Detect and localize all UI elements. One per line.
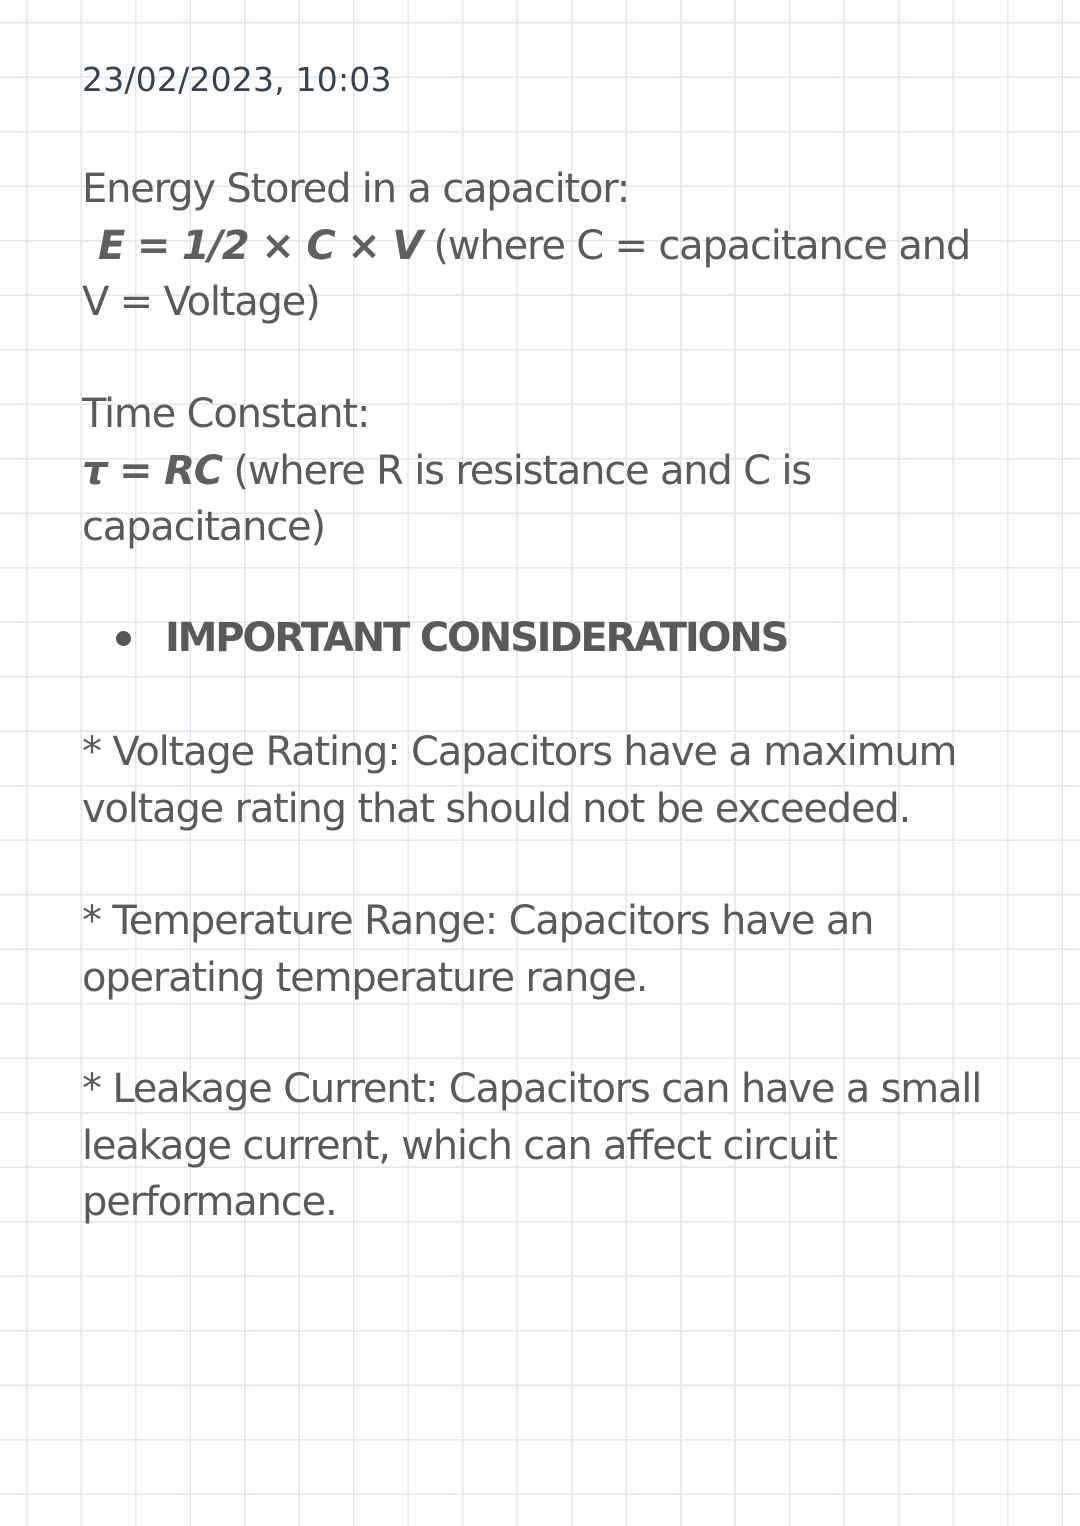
energy-explanation: (where C = capacitance and V = Voltage) xyxy=(82,222,971,325)
energy-heading: Energy Stored in a capacitor: xyxy=(82,166,630,212)
bullet-heading: IMPORTANT CONSIDERATIONS xyxy=(165,615,788,661)
time-constant-section xyxy=(82,386,982,556)
time-constant-formula-line xyxy=(82,443,982,556)
consideration-leakage-current: * Leakage Current: Capacitors can have a small leakage current, which can affect circuit performance. xyxy=(82,1066,982,1225)
consideration-voltage-rating: * Voltage Rating: Capacitors have a maximum voltage rating that should not be exceeded. xyxy=(82,729,957,832)
bullet-dot-icon xyxy=(116,631,131,646)
consideration-temperature-range: * Temperature Range: Capacitors have an operating temperature range. xyxy=(82,898,874,1001)
energy-formula: E = 1/2 × C × V xyxy=(98,222,423,269)
time-constant-heading: Time Constant: xyxy=(82,391,370,437)
energy-section xyxy=(82,161,982,331)
time-constant-formula: τ = RC xyxy=(82,447,222,494)
note-timestamp: 23/02/2023, 10:03 xyxy=(82,60,392,99)
time-constant-explanation: (where R is resistance and C is capacitance) xyxy=(82,447,811,550)
important-considerations-bullet xyxy=(116,610,787,666)
energy-formula-line xyxy=(82,218,982,331)
